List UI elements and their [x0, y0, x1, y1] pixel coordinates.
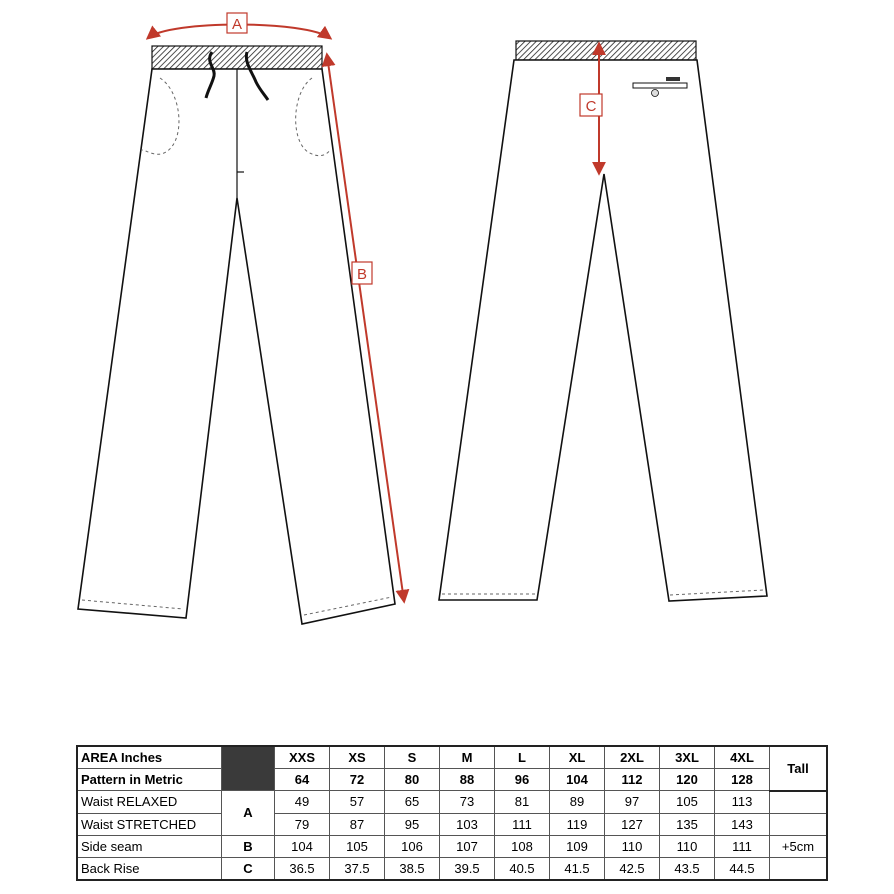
- table-cell: 104: [275, 835, 330, 857]
- table-cell: 103: [440, 813, 495, 835]
- table-cell: 111: [495, 813, 550, 835]
- table-cell: 42.5: [605, 857, 660, 880]
- table-cell: 81: [495, 791, 550, 814]
- row-key: B: [222, 835, 275, 857]
- metric-value: 72: [330, 769, 385, 791]
- table-cell: 43.5: [660, 857, 715, 880]
- table-cell: 127: [605, 813, 660, 835]
- metric-value: 104: [550, 769, 605, 791]
- tall-header: Tall: [770, 746, 828, 791]
- row-label: Waist RELAXED: [77, 791, 222, 814]
- size-header: 4XL: [715, 746, 770, 769]
- metric-value: 120: [660, 769, 715, 791]
- table-row: [77, 813, 827, 835]
- table-cell: 135: [660, 813, 715, 835]
- table-cell: 57: [330, 791, 385, 814]
- table-cell: 143: [715, 813, 770, 835]
- table-cell: 49: [275, 791, 330, 814]
- measure-b-label: B: [356, 266, 368, 283]
- table-cell: 65: [385, 791, 440, 814]
- size-header: 3XL: [660, 746, 715, 769]
- table-cell: 87: [330, 813, 385, 835]
- table-cell: 110: [605, 835, 660, 857]
- back-button: [652, 90, 659, 97]
- table-cell: 107: [440, 835, 495, 857]
- metric-value: 128: [715, 769, 770, 791]
- table-cell: 40.5: [495, 857, 550, 880]
- table-cell: 105: [660, 791, 715, 814]
- table-cell: 39.5: [440, 857, 495, 880]
- table-cell: 97: [605, 791, 660, 814]
- table-cell: 119: [550, 813, 605, 835]
- table-cell: 110: [660, 835, 715, 857]
- table-cell: 73: [440, 791, 495, 814]
- front-waistband: [152, 46, 322, 69]
- table-cell: 79: [275, 813, 330, 835]
- tall-cell: [770, 813, 828, 835]
- tall-cell: [770, 857, 828, 880]
- row-label: Waist STRETCHED: [77, 813, 222, 835]
- metric-value: 96: [495, 769, 550, 791]
- dark-cell: [222, 746, 275, 791]
- row-label: Back Rise: [77, 857, 222, 880]
- table-cell: 95: [385, 813, 440, 835]
- table-cell: 89: [550, 791, 605, 814]
- back-pants: [439, 41, 767, 601]
- back-label: [666, 77, 680, 81]
- size-header: XS: [330, 746, 385, 769]
- measure-a-label: A: [231, 16, 243, 33]
- table-row: [77, 857, 827, 880]
- size-chart-table: [76, 745, 828, 881]
- table-cell: 36.5: [275, 857, 330, 880]
- row-key: A: [222, 791, 275, 836]
- table-cell: 37.5: [330, 857, 385, 880]
- size-header: M: [440, 746, 495, 769]
- pattern-metric-label: Pattern in Metric: [77, 769, 222, 791]
- table-cell: 109: [550, 835, 605, 857]
- metric-value: 64: [275, 769, 330, 791]
- table-cell: 38.5: [385, 857, 440, 880]
- metric-value: 88: [440, 769, 495, 791]
- metric-row: [77, 769, 827, 791]
- table-cell: 113: [715, 791, 770, 814]
- size-header: S: [385, 746, 440, 769]
- table-row: [77, 835, 827, 857]
- area-inches-header: AREA Inches: [77, 746, 222, 769]
- row-label: Side seam: [77, 835, 222, 857]
- tall-cell: +5cm: [770, 835, 828, 857]
- table-cell: 105: [330, 835, 385, 857]
- table-cell: 106: [385, 835, 440, 857]
- table-row: [77, 791, 827, 814]
- back-waistband: [516, 41, 696, 60]
- table-header-row: [77, 746, 827, 769]
- measure-c-label: C: [585, 98, 597, 115]
- size-header: XL: [550, 746, 605, 769]
- table-cell: 41.5: [550, 857, 605, 880]
- table-cell: 108: [495, 835, 550, 857]
- table-cell: 44.5: [715, 857, 770, 880]
- metric-value: 112: [605, 769, 660, 791]
- size-header: 2XL: [605, 746, 660, 769]
- metric-value: 80: [385, 769, 440, 791]
- measure-a: [148, 13, 330, 38]
- table-cell: 111: [715, 835, 770, 857]
- back-pocket: [633, 83, 687, 88]
- size-header: XXS: [275, 746, 330, 769]
- row-key: C: [222, 857, 275, 880]
- tall-cell: [770, 791, 828, 814]
- size-header: L: [495, 746, 550, 769]
- front-pants: [78, 46, 395, 624]
- back-pants-outline: [439, 60, 767, 601]
